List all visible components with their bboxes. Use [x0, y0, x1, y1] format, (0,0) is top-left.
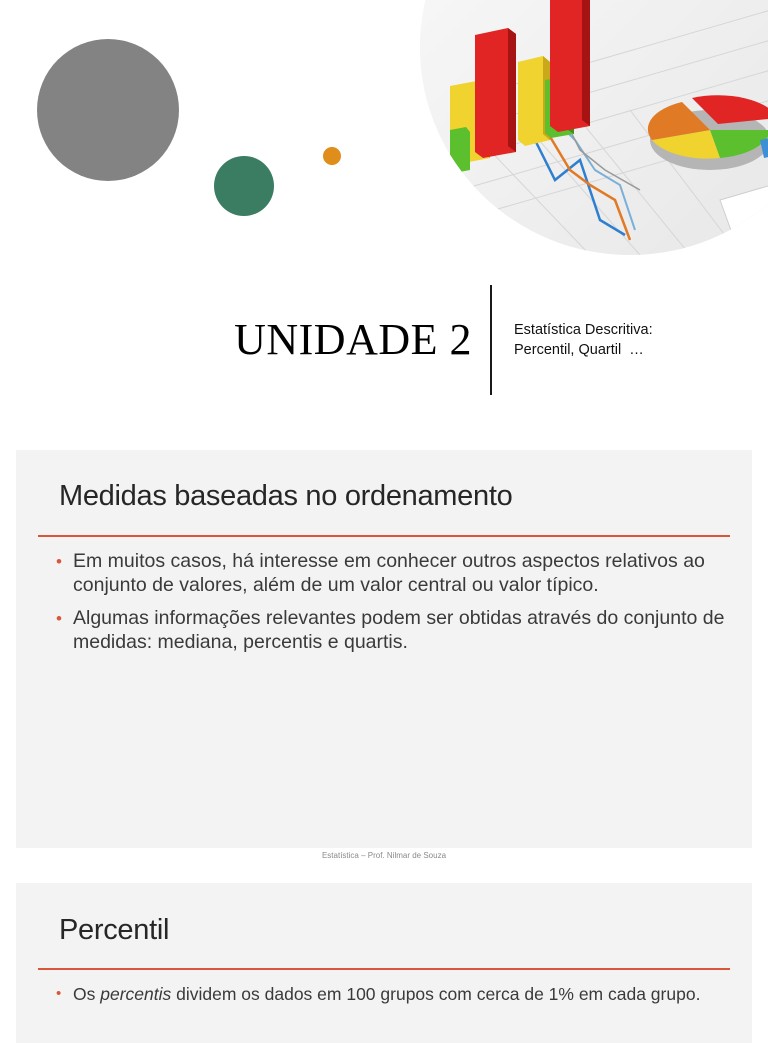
bullet-icon: •: [56, 609, 62, 628]
unit-title: UNIDADE 2: [234, 315, 472, 364]
bullet-text-after: dividem os dados em 100 grupos com cerca de 1% em cada grupo.: [171, 984, 701, 1004]
slide-percentil: [16, 883, 752, 1043]
bullet-text-before: Os: [73, 984, 101, 1004]
bullet-item: [56, 984, 726, 1004]
unit-subtitle: [514, 320, 754, 360]
gray-circle-decoration: [37, 39, 179, 181]
bullet-text-emphasis: percentis: [100, 984, 172, 1004]
slide-heading: Medidas baseadas no ordenamento: [59, 480, 513, 512]
bullet-icon: •: [56, 552, 62, 571]
slide-heading: Percentil: [59, 914, 170, 946]
heading-rule: [38, 535, 730, 537]
slide-medidas-ordenamento: [16, 450, 752, 848]
green-circle-decoration: [214, 156, 274, 216]
bullet-text: Algumas informações relevantes podem ser obtidas através do conjunto de medidas: mediana, percentis e quartis.: [73, 607, 725, 653]
bullet-list: [56, 984, 726, 1014]
title-divider: [490, 285, 492, 395]
orange-circle-decoration: [323, 147, 341, 165]
heading-rule: [38, 968, 730, 970]
subtitle-line-2: Percentil, Quartil …: [514, 342, 644, 358]
hero-chart-image: [420, 0, 768, 255]
subtitle-line-1: Estatística Descritiva:: [514, 322, 653, 338]
bullet-text: Em muitos casos, há interesse em conhecer outros aspectos relativos ao conjunto de valores, além de um valor central ou valor típico.: [73, 550, 705, 596]
bullet-icon: •: [56, 985, 62, 1002]
bullet-item: [56, 607, 726, 654]
bullet-text: [73, 984, 700, 1004]
bullet-item: [56, 550, 726, 597]
slide-footer: Estatística – Prof. Nilmar de Souza: [321, 851, 447, 860]
bullet-list: [56, 550, 726, 664]
title-slide: [0, 0, 768, 430]
bar-pie-chart-illustration-icon: [420, 0, 768, 255]
